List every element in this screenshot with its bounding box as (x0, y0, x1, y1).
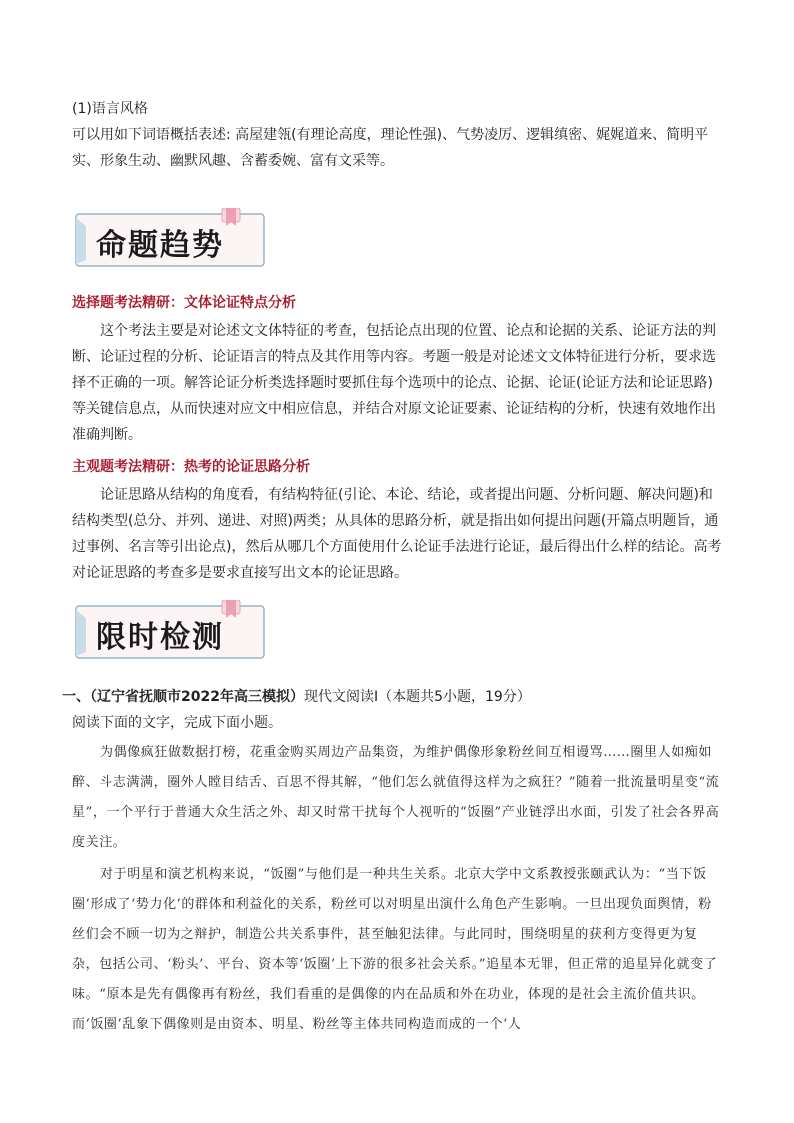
language-style-body: 可以用如下词语概括表述: 高屋建瓴(有理论高度，理论性强)、气势凌厉、逻辑缜密、娓娓道来、简明平实、形象生动、幽默风趣、含蓄委婉、富有文采等。 (72, 127, 709, 169)
banner-test (72, 600, 272, 662)
choice-body: 这个考法主要是对论述文文体特征的考查，包括论点出现的位置、论点和论据的关系、论证方法的判断、论证过程的分析、论证语言的特点及其作用等内容。考题一般是对论述文文体特征进行分析，要求选择不正确的一项。解答论证分析类选择题时要抓住每个选项中的论点、论据、论证(论证方法和论证思路)等关键信息点，从而快速对应文中相应信息，并结合对原文论证要素、论证结构的分析，快速有效地作出准确判断。 (72, 323, 716, 443)
banner-trend-title: 命题趋势 (96, 228, 224, 263)
subjective-heading: 主观题考法精研：热考的论证思路分析 (72, 459, 310, 475)
question-source: （辽宁省抚顺市2022年高三模拟） (90, 689, 304, 705)
question-prefix: 一、 (62, 689, 90, 705)
subjective-body: 论证思路从结构的角度看，有结构特征(引论、本论、结论，或者提出问题、分析问题、解决问题)和结构类型(总分、并列、递进、对照)两类；从具体的思路分析，就是指出如何提出问题(开篇点明题旨，通过事例、名言等引出论点)，然后从哪几个方面使用什么论证手法进行论证，最后得出什么样的结论。高考对论证思路的考查多是要求直接写出文本的论证思路。 (72, 487, 722, 581)
banner-trend (72, 208, 272, 270)
question-meta: 现代文阅读Ⅰ（本题共5小题，19分） (303, 689, 531, 705)
reading-paragraph-2: 对于明星和演艺机构来说，“饭圈”与他们是一种共生关系。北京大学中文系教授张颐武认为：“当下饭圈’形成了‘势力化’的群体和利益化的关系，粉丝可以对明星出演什么角色产生影响。一旦出现负面舆情，粉丝们会不顾一切为之辩护，制造公共关系事件，甚至触犯法律。与此同时，围绕明星的获利方变得更为复杂，包括公司、‘粉头’、平台、资本等‘饭圈’上下游的很多社会关系。”追星本无罪，但正常的追星异化就变了味。“原本是先有偶像再有粉丝，我们看重的是偶像的内在品质和外在功业，体现的是社会主流价值共识。而‘饭圈’乱象下偶像则是由资本、明星、粉丝等主体共同构造而成的一个‘人 (72, 867, 718, 1032)
section-heading: (1)语言风格 (72, 101, 148, 117)
choice-heading: 选择题考法精研：文体论证特点分析 (72, 295, 296, 311)
reading-paragraph-1: 为偶像疯狂做数据打榜，花重金购买周边产品集资，为维护偶像形象粉丝间互相谩骂……圈里人如痴如醉、斗志满满，圈外人瞠目结舌、百思不得其解，“他们怎么就值得这样为之疯狂？”随着一批流量明星变“流星”，一个平行于普通大众生活之外、却又时常干扰每个人视听的“饭圈”产业链浮出水面，引发了社会各界高度关注。 (72, 745, 720, 850)
question-title (62, 686, 531, 708)
question-instruction: 阅读下面的文字，完成下面小题。 (72, 715, 282, 731)
banner-test-title: 限时检测 (96, 620, 224, 655)
